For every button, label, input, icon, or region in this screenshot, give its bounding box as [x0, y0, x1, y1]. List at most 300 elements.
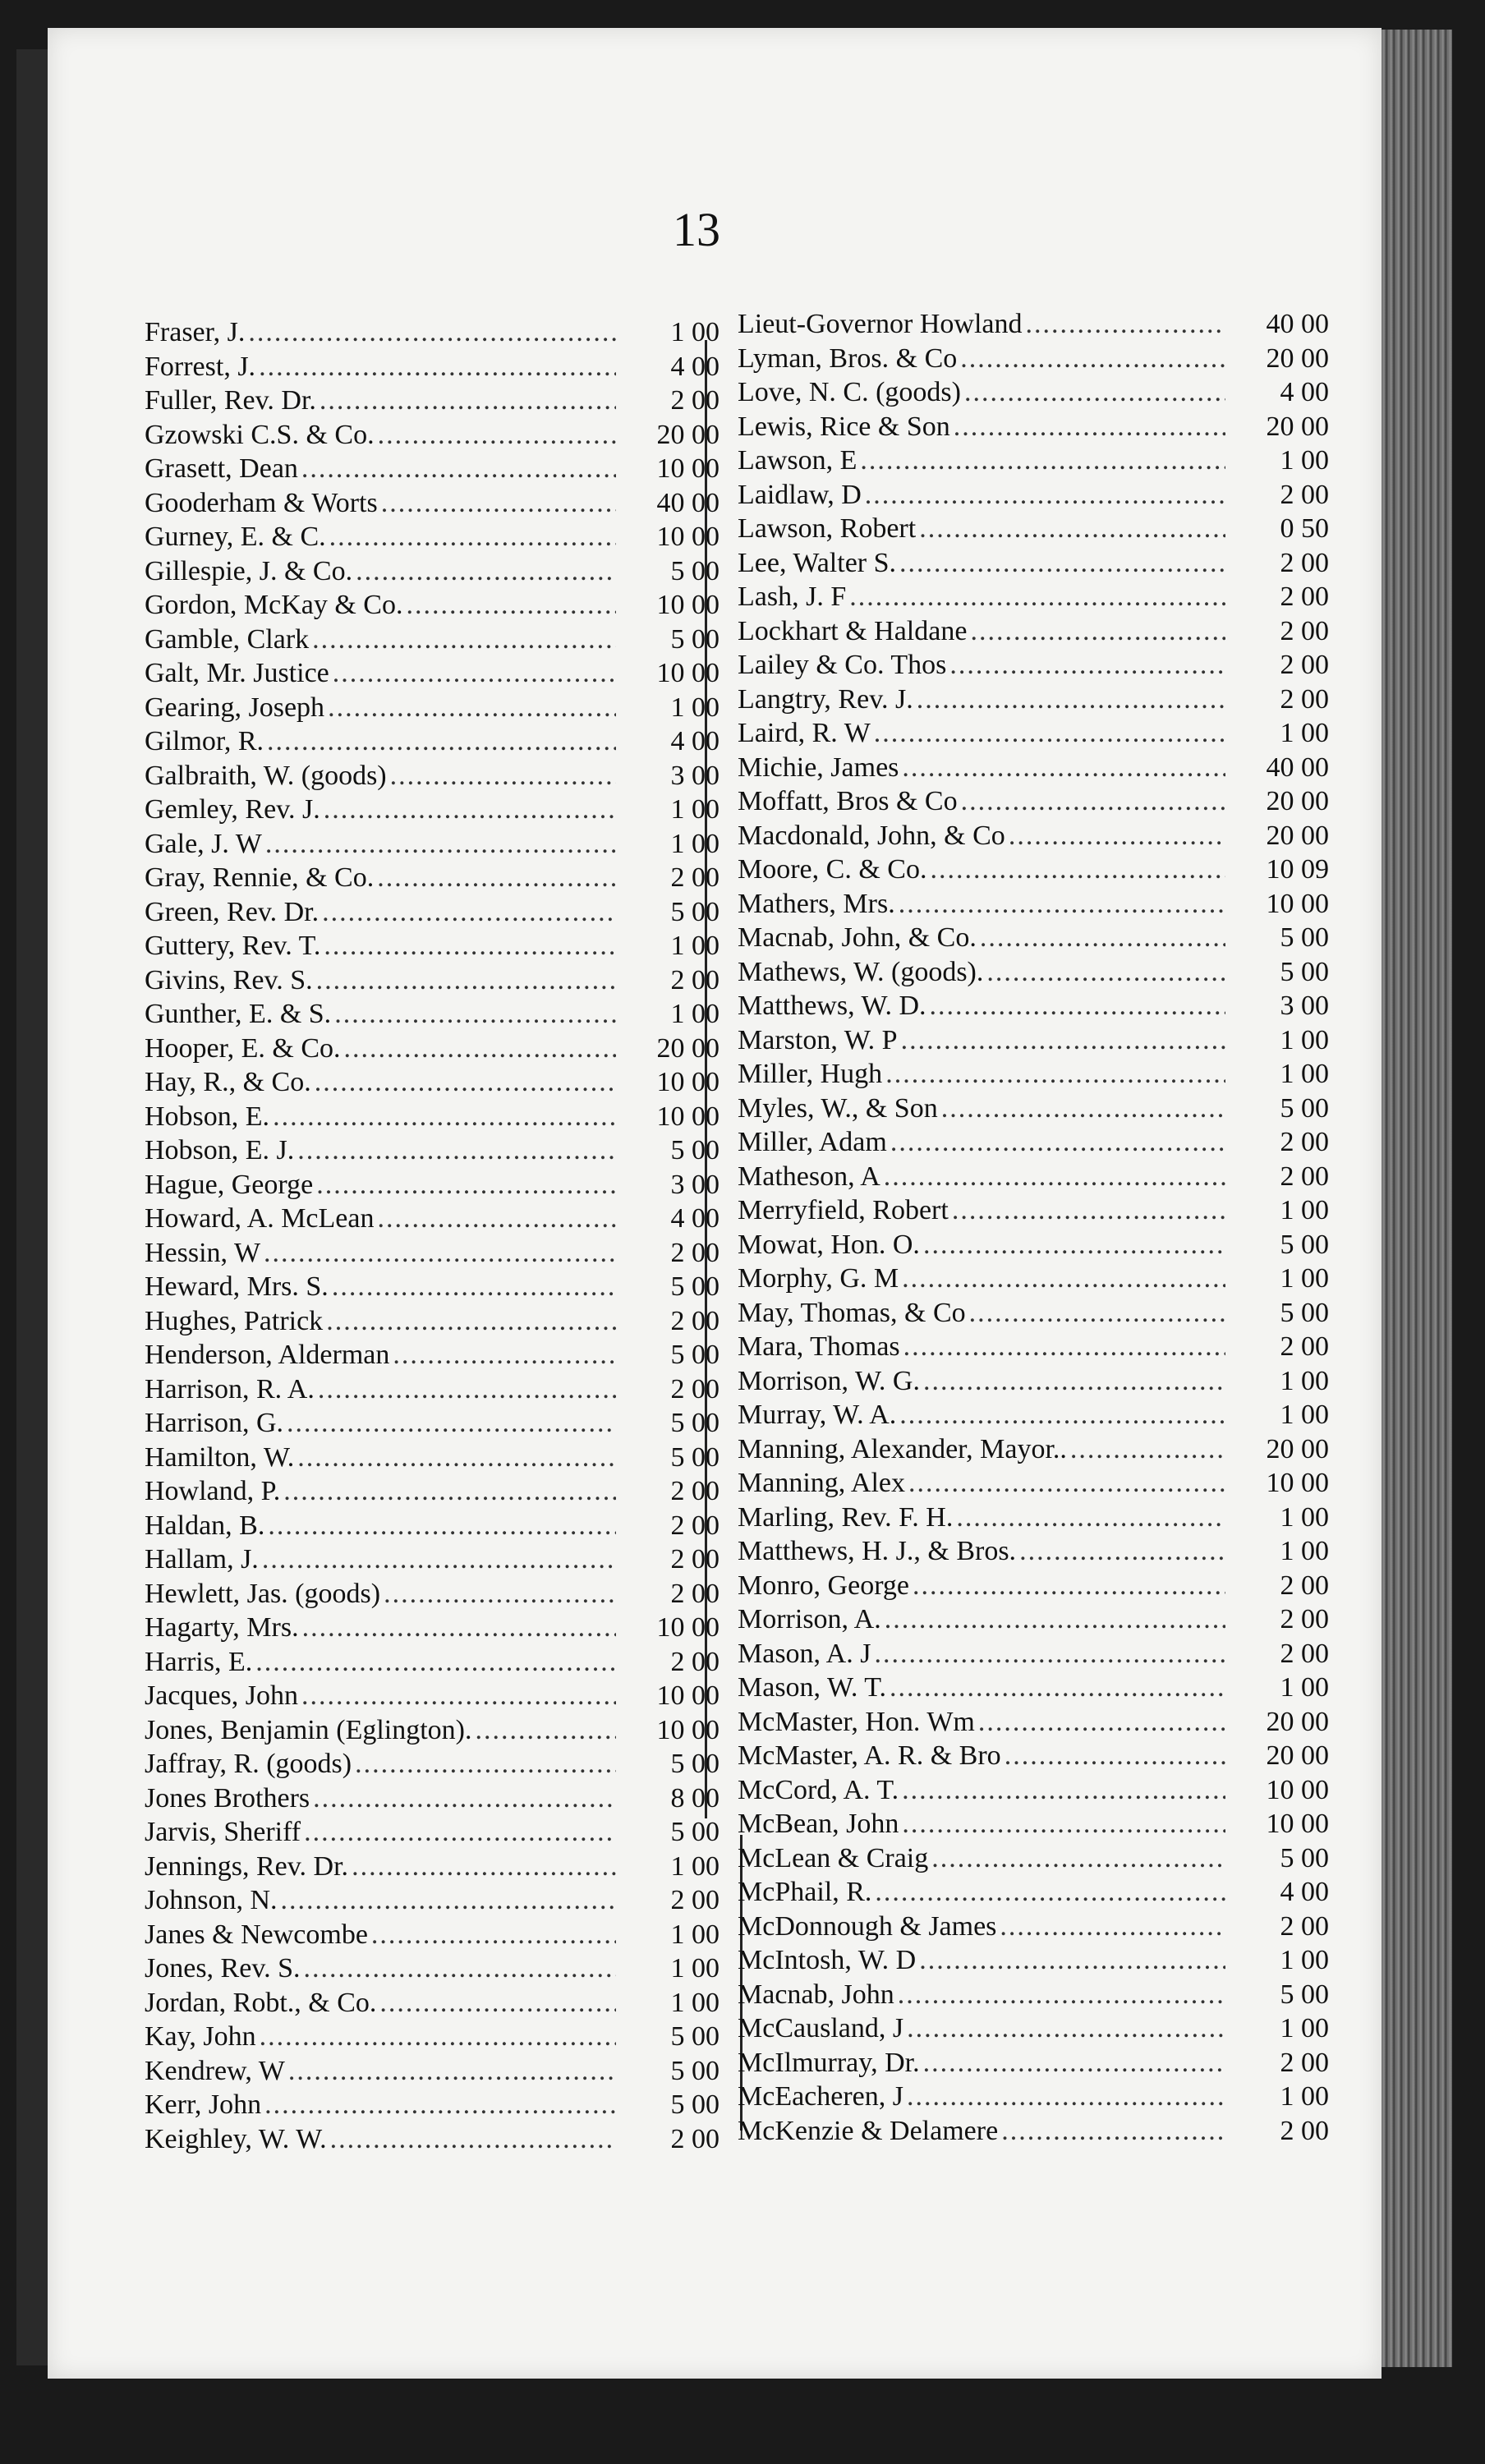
subscriber-entry — [145, 929, 720, 963]
subscription-amount: 2 00 — [670, 385, 720, 416]
subscriber-entry — [145, 520, 720, 554]
subscriber-entry — [145, 418, 720, 453]
subscriber-entry — [738, 1296, 1329, 1331]
subscriber-name: Matthews, H. J., & Bros. — [738, 1536, 1017, 1566]
subscriber-name: Kay, John — [145, 2021, 256, 2052]
subscriber-name: Fuller, Rev. Dr. — [145, 385, 316, 416]
leader-dots — [908, 1466, 1225, 1501]
subscriber-entry — [145, 623, 720, 657]
subscriber-name: Manning, Alexander, Mayor.. — [738, 1433, 1067, 1464]
leader-dots — [930, 989, 1226, 1023]
subscriber-name: Harrison, G. — [145, 1408, 284, 1438]
subscription-amount: 2 00 — [1280, 1331, 1329, 1362]
subscription-amount: 4 00 — [1280, 1877, 1329, 1907]
subscriber-entry — [738, 1466, 1329, 1501]
subscriber-name: Gzowski C.S. & Co. — [145, 419, 375, 450]
book-page — [48, 28, 1382, 2379]
subscriber-name: Howard, A. McLean — [145, 1203, 375, 1234]
subscription-amount: 20 00 — [1266, 820, 1329, 851]
subscription-amount: 5 00 — [670, 896, 720, 927]
subscription-amount: 3 00 — [670, 1169, 720, 1200]
leader-dots — [899, 1398, 1225, 1432]
subscription-amount: 5 00 — [670, 2021, 720, 2052]
subscription-amount: 2 00 — [670, 1510, 720, 1541]
subscriber-name: Lash, J. F — [738, 582, 847, 612]
subscriber-entry — [738, 648, 1329, 683]
subscriber-entry — [145, 759, 720, 793]
leader-dots — [264, 1236, 616, 1271]
subscription-amount: 1 00 — [1280, 718, 1329, 748]
subscriber-entry — [145, 2054, 720, 2089]
subscription-amount: 1 00 — [670, 692, 720, 723]
subscriber-name: Jarvis, Sheriff — [145, 1817, 301, 1847]
leader-dots — [248, 315, 616, 350]
leader-dots — [907, 2080, 1225, 2114]
subscriber-entry — [738, 2114, 1329, 2149]
subscriber-name: Grasett, Dean — [145, 453, 298, 484]
subscriber-entry — [738, 546, 1329, 581]
subscriber-name: Moffatt, Bros & Co — [738, 786, 958, 816]
subscriber-name: Galt, Mr. Justice — [145, 658, 329, 688]
leader-dots — [899, 887, 1225, 922]
subscriber-entry — [145, 486, 720, 521]
subscriber-name: Macnab, John, & Co. — [738, 922, 977, 953]
subscriber-name: McBean, John — [738, 1809, 899, 1839]
subscriber-name: May, Thomas, & Co — [738, 1297, 966, 1328]
subscriber-name: Gilmor, R. — [145, 726, 264, 756]
subscriber-name: Morrison, A. — [738, 1604, 881, 1634]
subscriber-name: Miller, Adam — [738, 1127, 887, 1157]
subscription-amount: 10 00 — [1266, 888, 1329, 919]
subscriber-name: Harrison, R. A. — [145, 1373, 315, 1404]
subscriber-entry — [738, 1228, 1329, 1262]
subscriber-name: Langtry, Rev. J. — [738, 683, 913, 715]
subscriber-name: Gemley, Rev. J. — [145, 794, 320, 825]
subscription-amount: 1 00 — [670, 828, 720, 859]
subscription-amount: 20 00 — [1266, 342, 1329, 374]
leader-dots — [328, 691, 616, 725]
subscriber-entry — [738, 819, 1329, 853]
subscription-amount: 4 00 — [670, 351, 720, 382]
subscriber-entry — [738, 1875, 1329, 1910]
subscriber-entry — [738, 1160, 1329, 1194]
leader-dots — [316, 1168, 616, 1202]
leader-dots — [978, 1705, 1225, 1740]
subscriber-entry — [738, 614, 1329, 649]
subscription-amount: 1 00 — [1280, 1059, 1329, 1089]
subscriber-name: Murray, W. A. — [738, 1400, 897, 1430]
subscriber-entry — [145, 724, 720, 759]
subscriber-name: Jones Brothers — [145, 1782, 310, 1814]
subscriber-name: McCord, A. T. — [738, 1774, 899, 1805]
leader-dots — [1005, 1739, 1225, 1773]
leader-dots — [316, 963, 616, 998]
subscriber-entry — [145, 1747, 720, 1781]
subscription-amount: 20 00 — [656, 419, 720, 450]
subscription-amount: 10 00 — [656, 1680, 720, 1711]
subscriber-entry — [145, 1542, 720, 1577]
subscriber-entry — [145, 1611, 720, 1645]
subscription-amount: 10 00 — [656, 453, 720, 484]
leader-dots — [315, 1065, 616, 1100]
leader-dots — [964, 375, 1225, 410]
subscription-amount: 1 00 — [1280, 1195, 1329, 1225]
subscription-amount: 2 00 — [670, 862, 720, 893]
subscription-amount: 20 00 — [656, 1032, 720, 1064]
subscription-amount: 1 00 — [670, 1953, 720, 1984]
leader-dots — [1070, 1432, 1225, 1467]
subscription-amount: 5 00 — [670, 2089, 720, 2120]
subscriber-entry — [145, 1065, 720, 1100]
leader-dots — [969, 1296, 1225, 1331]
subscriber-name: Mathews, W. (goods). — [738, 956, 984, 987]
leader-dots — [901, 1023, 1225, 1058]
subscriber-entry — [738, 955, 1329, 990]
subscriber-name: Gamble, Clark — [145, 623, 310, 655]
subscriber-entry — [738, 716, 1329, 751]
subscriber-entry — [145, 1133, 720, 1168]
leader-dots — [980, 921, 1225, 955]
subscriber-entry — [145, 1850, 720, 1884]
subscription-amount: 1 00 — [1280, 2013, 1329, 2043]
leader-dots — [356, 554, 616, 589]
subscriber-name: Jones, Rev. S. — [145, 1953, 301, 1984]
subscription-amount: 5 00 — [670, 1817, 720, 1847]
leader-dots — [960, 342, 1225, 376]
subscription-amount: 2 00 — [670, 1885, 720, 1915]
subscriber-entry — [145, 1509, 720, 1543]
subscriber-name: McCausland, J — [738, 2013, 904, 2043]
leader-dots — [890, 1125, 1225, 1160]
subscriber-name: Gray, Rennie, & Co. — [145, 862, 375, 893]
leader-dots — [860, 444, 1225, 478]
subscription-amount: 1 00 — [1280, 1263, 1329, 1294]
subscription-amount: 1 00 — [1280, 445, 1329, 476]
subscription-amount: 40 00 — [1266, 752, 1329, 783]
subscriber-entry — [738, 683, 1329, 717]
subscriber-name: Macnab, John — [738, 1979, 894, 2010]
subscriber-name: Fraser, J. — [145, 317, 246, 347]
leader-dots — [913, 1569, 1225, 1603]
subscriber-name: Lawson, Robert — [738, 513, 917, 544]
subscriber-entry — [145, 963, 720, 998]
subscription-amount: 1 00 — [1280, 1945, 1329, 1975]
leader-dots — [262, 1542, 616, 1577]
subscriber-entry — [738, 1841, 1329, 1876]
subscriber-entry — [145, 452, 720, 486]
subscription-amount: 10 09 — [1266, 854, 1329, 885]
leader-dots — [902, 1262, 1225, 1296]
subscriber-name: Gillespie, J. & Co. — [145, 555, 353, 586]
subscriber-entry — [145, 1202, 720, 1236]
leader-dots — [304, 1951, 616, 1986]
subscriber-entry — [145, 656, 720, 691]
subscription-amount: 2 00 — [1280, 582, 1329, 612]
subscriber-name: Matthews, W. D. — [738, 991, 926, 1021]
leader-dots — [1000, 1910, 1225, 1944]
subscriber-entry — [738, 307, 1329, 342]
subscription-amount: 1 00 — [670, 1850, 720, 1882]
subscriber-entry — [145, 1986, 720, 2020]
leader-dots — [268, 1509, 616, 1543]
leader-dots — [318, 1372, 616, 1407]
leader-dots — [902, 1773, 1225, 1808]
subscription-amount: 5 00 — [1280, 1979, 1329, 2010]
subscriber-name: McIlmurray, Dr. — [738, 2047, 920, 2078]
subscriber-name: Morphy, G. M — [738, 1263, 899, 1294]
subscriber-entry — [145, 1304, 720, 1339]
subscriber-name: Hague, George — [145, 1169, 314, 1200]
subscriber-name: Gale, J. W — [145, 828, 262, 859]
leader-dots — [322, 895, 616, 930]
subscription-amount: 2 00 — [1280, 479, 1329, 510]
subscriber-name: McMaster, A. R. & Bro — [738, 1740, 1001, 1771]
subscription-amount: 1 00 — [1280, 1536, 1329, 1566]
subscriber-name: Lyman, Bros. & Co — [738, 342, 958, 374]
subscriber-name: Keighley, W. W. — [145, 2123, 327, 2154]
subscriber-entry — [145, 1918, 720, 1952]
leader-dots — [255, 1645, 616, 1680]
subscriber-name: Myles, W., & Son — [738, 1092, 938, 1124]
subscriber-name: Johnson, N. — [145, 1885, 278, 1915]
subscriber-entry — [738, 1057, 1329, 1092]
subscriber-entry — [738, 1569, 1329, 1603]
subscriber-name: Mowat, Hon. O. — [738, 1229, 920, 1260]
subscriber-entry — [738, 1637, 1329, 1671]
leader-dots — [954, 410, 1225, 444]
subscriber-name: Lee, Walter S. — [738, 547, 897, 578]
subscription-amount: 2 00 — [1280, 1910, 1329, 1942]
subscriber-name: Lewis, Rice & Son — [738, 411, 950, 442]
subscriber-name: Lailey & Co. Thos — [738, 650, 947, 680]
subscription-amount: 2 00 — [670, 1646, 720, 1677]
leader-dots — [281, 1883, 616, 1918]
subscriber-name: Jones, Benjamin (Eglington). — [145, 1714, 472, 1745]
subscriber-entry — [738, 444, 1329, 478]
subscription-amount: 1 00 — [670, 1987, 720, 2018]
leader-dots — [297, 1133, 616, 1168]
subscription-amount: 5 00 — [670, 1271, 720, 1302]
subscriber-entry — [145, 1168, 720, 1202]
subscription-amount: 5 00 — [670, 1408, 720, 1438]
subscription-amount: 1 00 — [1280, 1024, 1329, 1055]
leader-dots — [352, 1850, 616, 1884]
subscriber-entry — [738, 1125, 1329, 1160]
subscription-amount: 10 00 — [656, 590, 720, 620]
subscriber-name: Jennings, Rev. Dr. — [145, 1850, 349, 1882]
subscription-amount: 3 00 — [1280, 991, 1329, 1021]
subscriber-entry — [145, 1032, 720, 1066]
subscriber-name: Janes & Newcombe — [145, 1919, 368, 1950]
leader-dots — [907, 2011, 1225, 2046]
subscriber-entry — [738, 784, 1329, 819]
subscriber-entry — [738, 342, 1329, 376]
subscription-amount: 1 00 — [670, 794, 720, 825]
subscriber-entry — [145, 827, 720, 862]
left-column-subscriber-list — [145, 315, 720, 2156]
subscriber-entry — [738, 751, 1329, 785]
subscriber-name: Matheson, A — [738, 1161, 880, 1192]
subscriber-name: Merryfield, Robert — [738, 1195, 949, 1225]
leader-dots — [902, 1807, 1225, 1841]
leader-dots — [923, 2046, 1225, 2080]
subscription-amount: 10 00 — [1266, 1809, 1329, 1839]
subscription-amount: 1 00 — [1280, 1672, 1329, 1703]
subscriber-entry — [738, 1943, 1329, 1978]
subscriber-entry — [145, 997, 720, 1032]
subscriber-name: Mathers, Mrs. — [738, 888, 895, 919]
subscriber-name: Jaffray, R. (goods) — [145, 1749, 352, 1779]
leader-dots — [931, 1841, 1225, 1876]
subscriber-entry — [145, 1815, 720, 1850]
subscriber-entry — [738, 989, 1329, 1023]
subscriber-entry — [738, 1330, 1329, 1364]
subscriber-entry — [738, 1773, 1329, 1808]
subscriber-entry — [145, 1406, 720, 1441]
subscriber-entry — [738, 1807, 1329, 1841]
leader-dots — [956, 1501, 1225, 1535]
subscription-amount: 2 00 — [670, 964, 720, 995]
subscriber-name: Hooper, E. & Co. — [145, 1032, 341, 1064]
leader-dots — [301, 1679, 616, 1713]
subscriber-entry — [145, 2088, 720, 2122]
subscriber-entry — [738, 2046, 1329, 2080]
leader-dots — [333, 656, 616, 691]
subscriber-name: Miller, Hugh — [738, 1059, 883, 1089]
leader-dots — [302, 1611, 616, 1645]
leader-dots — [941, 1092, 1225, 1126]
subscription-amount: 8 00 — [670, 1782, 720, 1814]
subscription-amount: 5 00 — [670, 623, 720, 655]
subscriber-name: Macdonald, John, & Co — [738, 820, 1005, 851]
subscription-amount: 40 00 — [1266, 309, 1329, 339]
subscriber-entry — [738, 2011, 1329, 2046]
leader-dots — [903, 1330, 1225, 1364]
subscription-amount: 2 00 — [1280, 683, 1329, 715]
subscription-amount: 20 00 — [1266, 1433, 1329, 1464]
subscriber-name: McMaster, Hon. Wm — [738, 1706, 975, 1737]
subscription-amount: 2 00 — [1280, 1604, 1329, 1634]
leader-dots — [273, 1100, 616, 1134]
page-stack-edge — [1382, 30, 1452, 2367]
subscriber-name: Henderson, Alderman — [145, 1340, 390, 1370]
subscription-amount: 5 00 — [670, 1749, 720, 1779]
subscription-amount: 0 50 — [1280, 513, 1329, 544]
subscription-amount: 2 00 — [1280, 1638, 1329, 1669]
subscriber-entry — [738, 887, 1329, 922]
leader-dots — [930, 853, 1225, 887]
leader-dots — [377, 1202, 616, 1236]
subscriber-entry — [738, 375, 1329, 410]
subscriber-entry — [145, 1713, 720, 1748]
subscription-amount: 1 00 — [670, 999, 720, 1029]
subscriber-entry — [738, 1739, 1329, 1773]
subscriber-entry — [145, 793, 720, 827]
leader-dots — [406, 588, 616, 623]
subscriber-entry — [738, 1432, 1329, 1467]
subscriber-entry — [145, 861, 720, 895]
subscription-amount: 2 00 — [1280, 615, 1329, 646]
leader-dots — [923, 1228, 1225, 1262]
subscriber-entry — [738, 1978, 1329, 2012]
subscription-amount: 2 00 — [1280, 2047, 1329, 2078]
subscriber-entry — [738, 2080, 1329, 2114]
subscriber-entry — [738, 1705, 1329, 1740]
leader-dots — [344, 1032, 617, 1066]
subscriber-entry — [738, 1602, 1329, 1637]
subscriber-entry — [145, 691, 720, 725]
subscriber-entry — [738, 478, 1329, 513]
subscriber-name: McKenzie & Delamere — [738, 2115, 999, 2146]
leader-dots — [865, 478, 1225, 513]
leader-dots — [874, 716, 1225, 751]
subscription-amount: 5 00 — [670, 1441, 720, 1473]
subscription-amount: 1 00 — [670, 1919, 720, 1950]
subscription-amount: 2 00 — [670, 1237, 720, 1268]
leader-dots — [329, 520, 616, 554]
leader-dots — [902, 751, 1225, 785]
subscription-amount: 2 00 — [670, 2123, 720, 2154]
subscription-amount: 4 00 — [670, 726, 720, 756]
subscriber-name: Gooderham & Worts — [145, 487, 378, 518]
subscriber-entry — [145, 1679, 720, 1713]
leader-dots — [334, 997, 616, 1032]
subscriber-name: Howland, P. — [145, 1476, 281, 1506]
subscriber-name: Gunther, E. & S. — [145, 999, 332, 1029]
subscriber-entry — [738, 1910, 1329, 1944]
leader-dots — [875, 1875, 1225, 1910]
subscription-amount: 2 00 — [670, 1373, 720, 1404]
leader-dots — [1009, 819, 1225, 853]
subscriber-entry — [145, 1951, 720, 1986]
subscriber-name: Lawson, E — [738, 445, 857, 476]
subscription-amount: 10 00 — [1266, 1468, 1329, 1498]
subscriber-name: Haldan, B. — [145, 1510, 265, 1541]
leader-dots — [952, 1193, 1225, 1228]
subscriber-entry — [738, 512, 1329, 546]
subscription-amount: 20 00 — [1266, 411, 1329, 442]
subscriber-name: Moore, C. & Co. — [738, 854, 927, 885]
leader-dots — [264, 2088, 616, 2122]
subscriber-name: McEacheren, J — [738, 2081, 904, 2112]
subscriber-name: Jordan, Robt., & Co. — [145, 1987, 377, 2018]
leader-dots — [898, 1978, 1225, 2012]
subscriber-entry — [145, 1100, 720, 1134]
subscriber-name: Forrest, J. — [145, 351, 256, 382]
subscriber-entry — [738, 1262, 1329, 1296]
subscription-amount: 2 00 — [1280, 2115, 1329, 2146]
leader-dots — [332, 1270, 616, 1304]
subscription-amount: 5 00 — [1280, 1842, 1329, 1873]
subscription-amount: 2 00 — [1280, 1570, 1329, 1601]
subscription-amount: 10 00 — [656, 1067, 720, 1097]
subscriber-entry — [145, 384, 720, 418]
subscriber-entry — [738, 853, 1329, 887]
leader-dots — [884, 1160, 1225, 1194]
leader-dots — [267, 724, 616, 759]
subscriber-name: Hamilton, W. — [145, 1441, 295, 1473]
subscriber-name: Hobson, E. J. — [145, 1135, 295, 1165]
subscription-amount: 5 00 — [670, 2055, 720, 2086]
leader-dots — [265, 827, 616, 862]
subscriber-entry — [145, 315, 720, 350]
subscriber-entry — [145, 1883, 720, 1918]
subscription-amount: 20 00 — [1266, 786, 1329, 816]
subscriber-entry — [738, 1534, 1329, 1569]
subscriber-entry — [738, 1398, 1329, 1432]
subscriber-name: Hallam, J. — [145, 1544, 259, 1574]
subscriber-entry — [738, 580, 1329, 614]
